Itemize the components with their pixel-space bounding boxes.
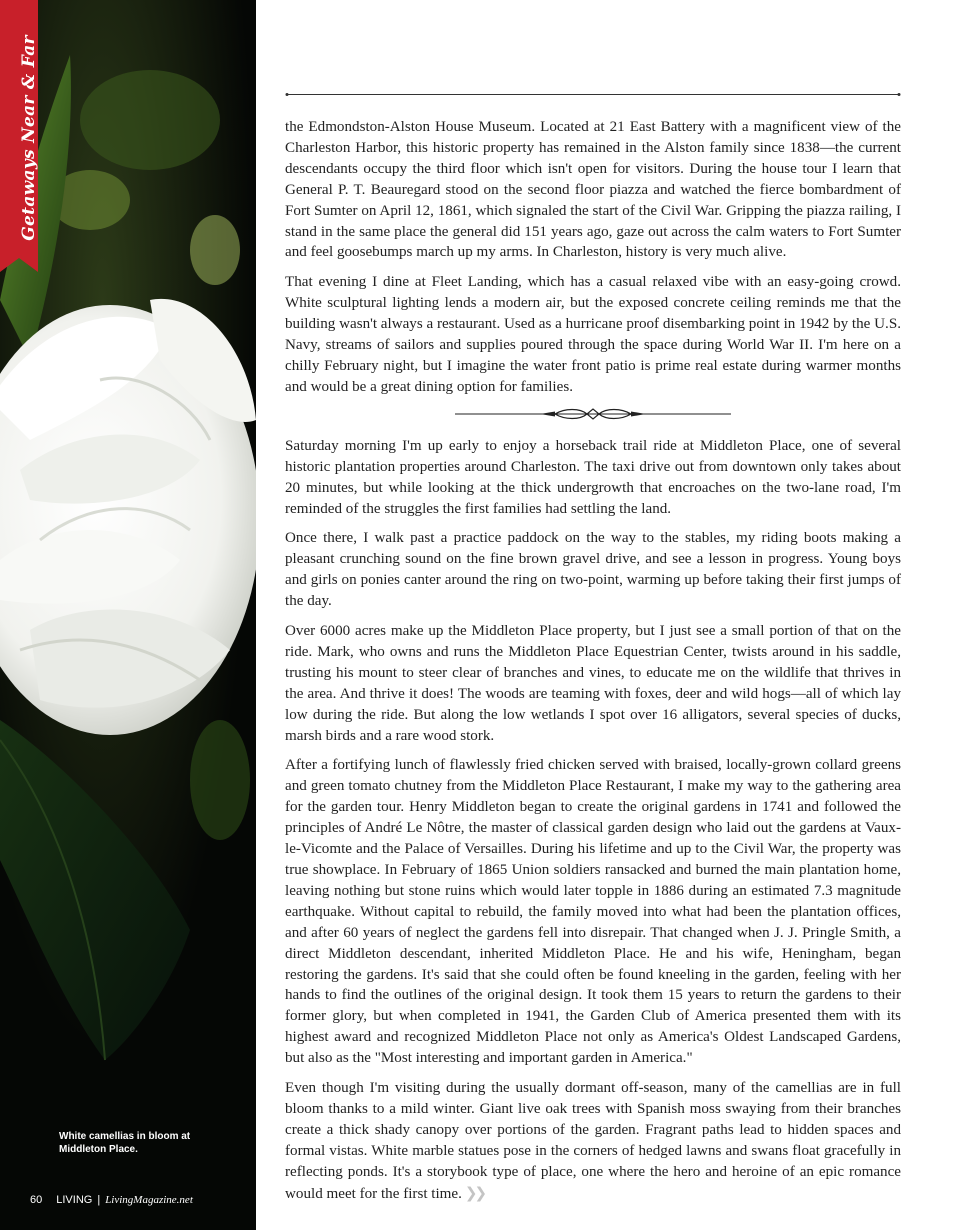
top-rule [285, 93, 901, 96]
website-link[interactable]: LivingMagazine.net [105, 1194, 193, 1206]
end-of-article-icon: ❯❯ [464, 1183, 485, 1202]
article-body [285, 117, 901, 1214]
section-ribbon-label: Getaways Near & Far [19, 35, 39, 241]
paragraph: That evening I dine at Fleet Landing, which has a casual relaxed vibe with an easy-going crowd. White sculptural lighting lends a modern air, but the exposed concrete ceiling reminds me that the building wasn't always a restaurant. Used as a hurricane proof disembarking point in 1942 by the U.S. Navy, streams of sailors and supplies poured through the space during World War II. I'm here on a chilly February night, but I imagine the water front patio is prime real estate during warmer months and would be a great dining option for families. [285, 274, 901, 395]
paragraph: Saturday morning I'm up early to enjoy a horseback trail ride at Middleton Place, one of several historic plantation properties around Charleston. The taxi drive out from downtown only takes about 20 minutes, but while looking at the thick undergrowth that encroaches on the two-lane road, I'm reminded of the struggles the first families had settling the land. [285, 437, 901, 517]
paragraph: After a fortifying lunch of flawlessly fried chicken served with braised, locally-grown collard greens and green tomato chutney from the Middleton Place Restaurant, I make my way to the gathering area for the garden tour. Henry Middleton began to create the original gardens in 1741 and followed the principles of André Le Nôtre, the master of classical garden design who laid out the gardens at Vaux-le-Vicomte and the Palace of Versailles. During his lifetime and up to the Civil War, the property was true showplace. In February of 1865 Union soldiers ransacked and burned the main plantation home, leaving nothing but stone ruins which would later topple in 1886 during an estimated 7.3 magnitude earthquake. Without capital to rebuild, the family moved into what had been the plantation offices, and after 60 years of neglect the gardens fell into disrepair. That changed when J. J. Pringle Smith, a direct Middleton descendant, inherited Middleton Place. He and his wife, Heningham, began restoring the gardens. It's said that she could often be found kneeling in the garden, feeling with her hands to find the outlines of the original design. It took them 15 years to return the gardens to their former glory, but when completed in 1941, the Garden Club of America presented them with its highest award and recognized Middleton Place not only as America's Oldest Landscaped Gardens, but also as the "Most interesting and important garden in America." [285, 757, 901, 1067]
photo-column [0, 0, 256, 1230]
photo-caption: White camellias in bloom at Middleton Place. [59, 1131, 191, 1155]
paragraph: Over 6000 acres make up the Middleton Place property, but I just see a small portion of that on the ride. Mark, who owns and runs the Middleton Place Equestrian Center, twists around in his saddle, trusting his mount to steer clear of branches and vines, to educate me on the wildlife that thrives in the area. And thrive it does! The woods are teaming with foxes, deer and wild hogs—all of which lay low during the ride. But along the low wetlands I spot over 16 alligators, several species of ducks, marsh birds and a rare wood stork. [285, 623, 901, 744]
paragraph-last [285, 1078, 901, 1204]
publication-name: LIVING [56, 1194, 93, 1206]
paragraph-text: Even though I'm visiting during the usually dormant off-season, many of the camellias are in full bloom thanks to a mild winter. Giant live oak trees with Spanish moss swaying from their branches create a thick shady canopy over portions of the garden. Fragrant paths lead to hidden spaces and formal vistas. White marble statues pose in the corners of hedged lawns and swans float gracefully in reflecting ponds. It's a storybook type of place, one where the hero and heroine of an epic romance would meet for the first time. [285, 1080, 901, 1202]
paragraph: the Edmondston-Alston House Museum. Located at 21 East Battery with a magnificent view of the Charleston Harbor, this historic property has remained in the Alston family since 1838—the current descendants occupy the third floor which isn't open for visitors. During the house tour I learn that General P. T. Beauregard stood on the second floor piazza and watched the fierce bombardment of Fort Sumter on April 12, 1861, which signaled the start of the Civil War. Gripping the piazza railing, I stand in the same place the general did 151 years ago, gaze out across the calm waters to Fort Sumter and feel goosebumps march up my arms. In Charleston, history is very much alive. [285, 119, 901, 261]
paragraph: Once there, I walk past a practice paddock on the way to the stables, my riding boots making a pleasant crunching sound on the fine brown gravel drive, and see a lesson in progress. Young boys and girls on ponies canter around the ring on two-point, warming up before taking their first jumps of the day. [285, 530, 901, 610]
section-divider-ornament [455, 408, 731, 420]
page-footer [30, 1194, 193, 1206]
footer-separator: | [97, 1194, 101, 1206]
page-number: 60 [30, 1194, 43, 1206]
